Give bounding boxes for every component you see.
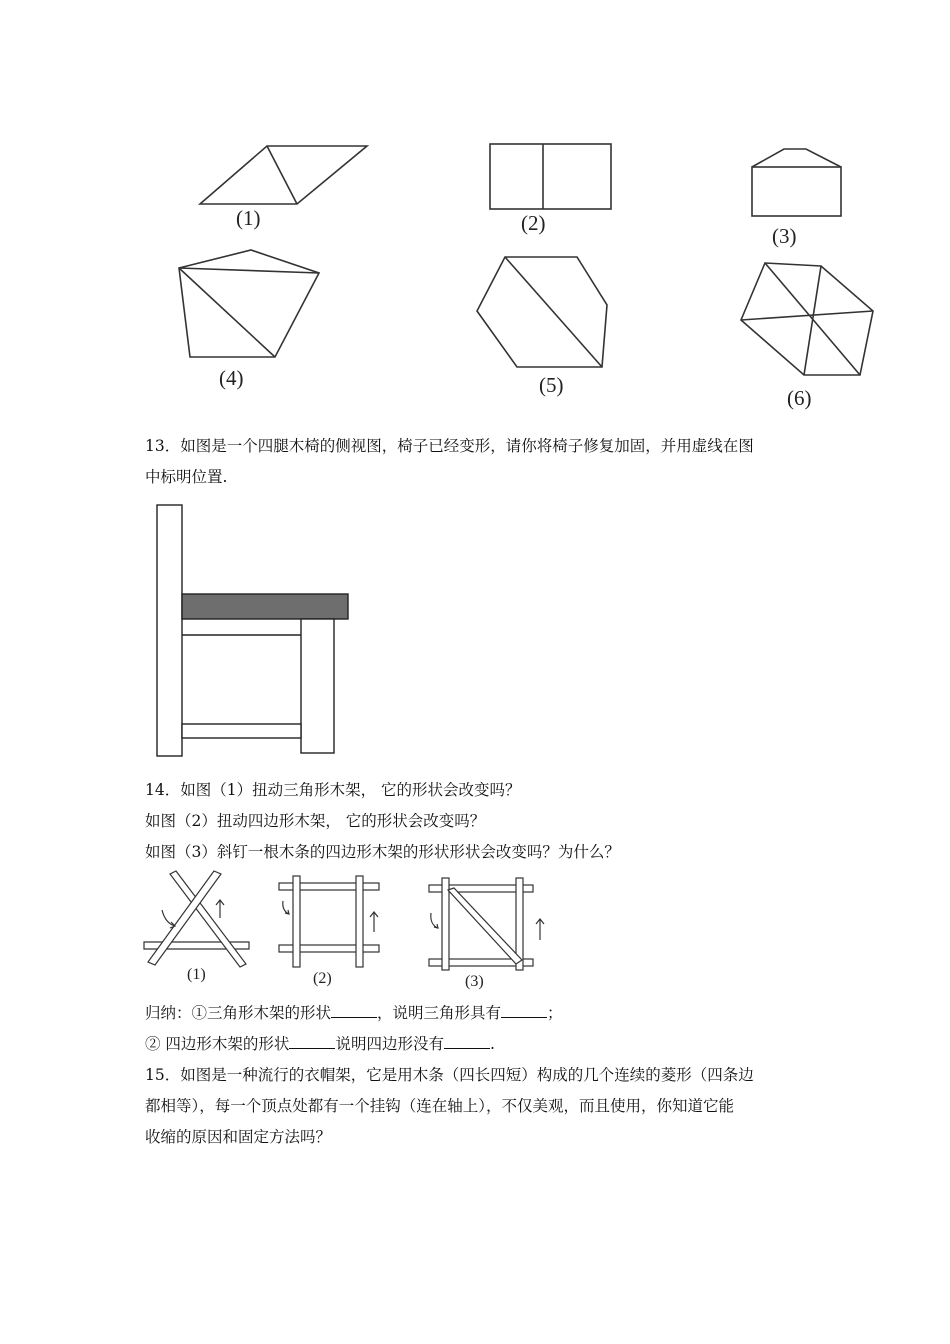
q15-line-3: 收缩的原因和固定方法吗？ — [145, 1128, 332, 1146]
q14-figure-2-square-frame — [276, 874, 384, 970]
q14-line-3: 如图（3）斜钉一根木条的四边形木架的形状形状会改变吗？为什么？ — [145, 843, 620, 861]
q15-line-2: 都相等），每一个顶点处都有一个挂钩（连在轴上），不仅美观，而且使用，你知道它能 — [145, 1097, 735, 1115]
figure-1-parallelogram — [195, 140, 375, 210]
figure-6-hexagon-triangulated — [737, 259, 879, 381]
answer-blank-3[interactable] — [289, 1034, 335, 1049]
answer-blank-4[interactable] — [444, 1034, 490, 1049]
figure-3-house — [748, 145, 846, 221]
q14-summary-1 — [145, 1003, 563, 1023]
figure-3-label: (3) — [772, 224, 797, 248]
q14-figure-1-label: (1) — [187, 966, 206, 983]
figure-2-label: (2) — [521, 211, 546, 235]
figure-6-label: (6) — [787, 386, 812, 410]
q13-line-2: 中标明位置. — [145, 468, 228, 486]
q14-line-2: 如图（2）扭动四边形木架， 它的形状会改变吗？ — [145, 812, 486, 830]
q14-summary-1-middle: ，说明三角形具有 — [377, 1004, 502, 1022]
answer-blank-2[interactable] — [501, 1003, 547, 1018]
q14-summary-2 — [145, 1034, 495, 1054]
figure-5-label: (5) — [539, 373, 564, 397]
q14-summary-1-prefix: 归纳：①三角形木架的形状 — [145, 1004, 332, 1022]
figure-2-rectangle — [488, 142, 614, 212]
q14-figure-1-triangle-frame — [142, 868, 254, 970]
q15-line-1: 15．如图是一种流行的衣帽架，它是用木条（四长四短）构成的几个连续的菱形（四条边 — [145, 1066, 754, 1084]
figure-4-pentagon — [174, 244, 324, 364]
q14-summary-1-suffix: ； — [547, 1004, 563, 1022]
figure-5-hexagon — [473, 251, 613, 373]
q14-figure-2-label: (2) — [313, 970, 332, 987]
figure-1-label: (1) — [236, 206, 261, 230]
q14-summary-2-suffix: . — [489, 1035, 495, 1053]
figure-4-label: (4) — [219, 366, 244, 390]
q14-figure-3-braced-frame — [426, 876, 550, 972]
q13-line-1: 13．如图是一个四腿木椅的侧视图，椅子已经变形，请你将椅子修复加固，并用虚线在图 — [145, 437, 754, 455]
q14-summary-2-prefix: ② 四边形木架的形状 — [145, 1035, 290, 1053]
q14-summary-2-middle: 说明四边形没有 — [335, 1035, 444, 1053]
answer-blank-1[interactable] — [331, 1003, 377, 1018]
q14-line-1: 14．如图（1）扭动三角形木架， 它的形状会改变吗？ — [145, 781, 521, 799]
chair-side-view-figure — [155, 503, 352, 758]
q14-figure-3-label: (3) — [465, 973, 484, 990]
